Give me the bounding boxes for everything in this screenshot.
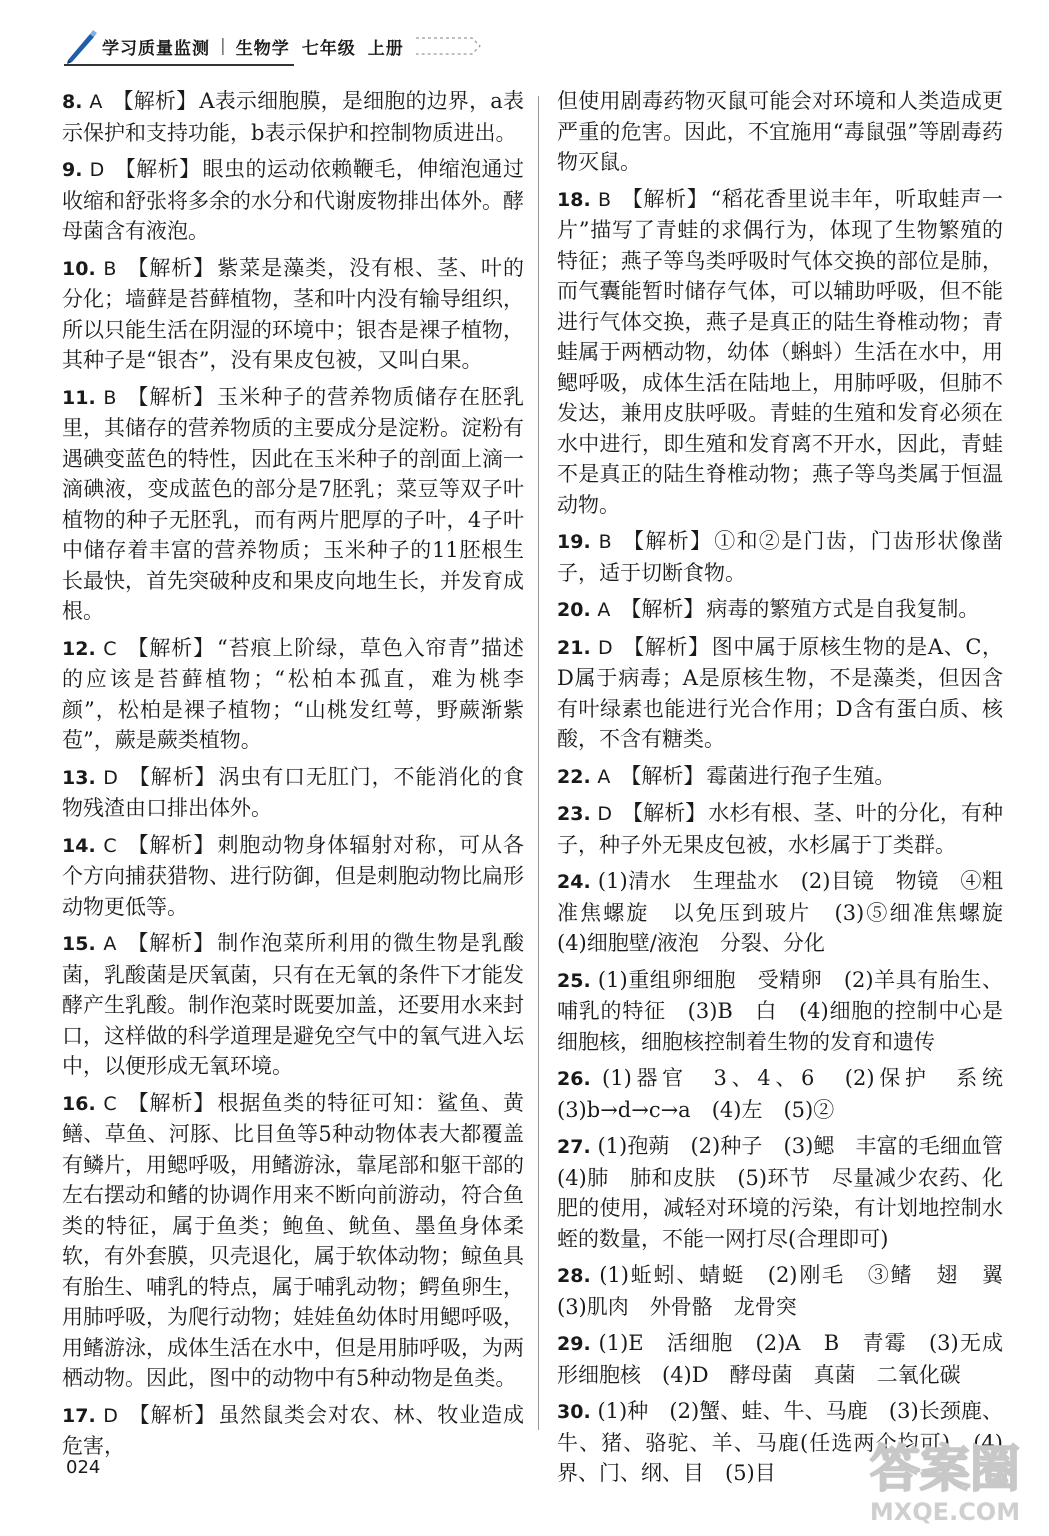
- header-rule: [64, 64, 294, 66]
- answer-text: 根据鱼类的特征可知：鲨鱼、黄鳝、草鱼、河豚、比目鱼等5种动物体表大都覆盖有鳞片，用鳃呼吸，用鳍游泳，靠尾部和躯干部的左右摆动和鳍的协调作用来不断向前游动，符合鱼类的特征，属于鱼类；鲍鱼、鱿鱼、墨鱼身体柔软，有外套膜，贝壳退化，属于软体动物；鲸鱼具有胎生、哺乳的特点，属于哺乳动物；鳄鱼卵生，用肺呼吸，为爬行动物；娃娃鱼幼体时用鳃呼吸，用鳍游泳，成体生活在水中，但是用肺呼吸，为两栖动物。因此，图中的动物中有5种动物是鱼类。: [62, 1090, 525, 1390]
- analysis-tag: 【解析】: [112, 89, 198, 113]
- answer-choice: A: [89, 91, 103, 113]
- answer-choice: A: [597, 599, 611, 621]
- answer-text: (1)蚯蚓、蜻蜓 (2)刚毛 ③鳍 翅 翼 (3)肌肉 外骨骼 龙骨突: [557, 1263, 1024, 1319]
- answer-text: (1)种 (2)蟹、蛙、牛、马鹿 (3)长颈鹿、牛、猪、骆驼、羊、马鹿(任选两个均可) (4)界、门、纲、目 (5)目: [557, 1399, 1003, 1485]
- question-number: 27.: [557, 1136, 591, 1158]
- answer-item: [62, 928, 524, 1082]
- answer-text: ①和②是门齿，门齿形状像凿子，适于切断食物。: [557, 529, 1004, 585]
- question-number: 14.: [62, 834, 96, 857]
- answer-choice: D: [597, 803, 613, 825]
- answer-text: “稻花香里说丰年，听取蛙声一片”描写了青蛙的求偶行为，体现了生物繁殖的特征；燕子等鸟类呼吸时气体交换的部位是肺，而气囊能暂时储存气体，可以辅助呼吸，但不能进行气体交换，燕子是真正的陆生脊椎动物；青蛙属于两栖动物，幼体（蝌蚪）生活在水中，用鳃呼吸，成体生活在陆地上，用肺呼吸，但肺不发达，兼用皮肤呼吸。青蛙的生殖和发育必须在水中进行，即生殖和发育离不开水，因此，青蛙不是真正的陆生脊椎动物；燕子等鸟类属于恒温动物。: [557, 186, 1003, 517]
- answer-item: [62, 1400, 524, 1462]
- answer-choice: D: [597, 636, 613, 659]
- answer-text: (1)孢蒴 (2)种子 (3)鳃 丰富的毛细血管 (4)肺 肺和皮肤 (5)环节 尽量减少农药、化肥的使用，减轻对环境的污染，有计划地控制水蛭的数量，不能一网打尽(合理即可): [557, 1134, 1024, 1251]
- analysis-tag: 【解析】: [127, 1402, 217, 1427]
- left-column: [62, 86, 524, 1468]
- answer-text: 制作泡菜所利用的微生物是乳酸菌，乳酸菌是厌氧菌，只有在无氧的条件下才能发酵产生乳酸。制作泡菜时既要加盖，还要用水来封口，这样做的科学道理是避免空气中的氧气进入坛中，以便形成无氧环境。: [62, 931, 525, 1078]
- answer-item: [557, 526, 1003, 588]
- answer-text: 紫菜是藻类，没有根、茎、叶的分化；墙藓是苔藓植物，茎和叶内没有输导组织，所以只能生活在阴湿的环境中；银杏是裸子植物，其种子是“银杏”，没有果皮包被，又叫白果。: [62, 255, 525, 372]
- answer-choice: D: [103, 1404, 118, 1427]
- analysis-tag: 【解析】: [620, 597, 705, 621]
- question-number: 8.: [62, 91, 83, 113]
- question-number: 13.: [62, 766, 96, 789]
- answer-text: 图中属于原核生物的是A、C，D属于病毒；A是原核生物，不是藻类，但因含有叶绿素也能进行光合作用；D含有蛋白质、核酸，不含有糖类。: [557, 634, 1004, 751]
- question-number: 18.: [557, 188, 591, 211]
- answer-item: [557, 1260, 1024, 1322]
- pen-icon: [64, 28, 98, 64]
- answer-item: [557, 965, 1003, 1058]
- page-number: 024: [66, 1457, 101, 1478]
- question-number: 29.: [557, 1333, 591, 1355]
- answer-item: [557, 632, 1003, 755]
- analysis-tag: 【解析】: [126, 255, 216, 280]
- answer-text: 水杉有根、茎、叶的分化，有种子，种子外无果皮包被，水杉属于丁类群。: [557, 801, 1003, 857]
- analysis-tag: 【解析】: [621, 529, 713, 553]
- answer-item: [557, 1131, 1024, 1254]
- analysis-tag: 【解析】: [127, 764, 217, 789]
- decorative-chevron-icon: [412, 35, 482, 57]
- answer-item: [62, 382, 524, 627]
- brand-title: 学习质量监测: [102, 38, 210, 59]
- answer-choice: A: [103, 933, 117, 955]
- answer-text: “苔痕上阶绿，草色入帘青”描述的应该是苔藓植物；“松柏本孤直，难为桃李颜”，松柏是裸子植物；“山桃发红萼，野蕨渐紫苞”，蕨是蕨类植物。: [62, 635, 524, 752]
- answer-item: [62, 154, 524, 247]
- answer-text: (1)器官 3、4、6 (2)保护 系统 (3)b→d→c→a (4)左 (5)②: [557, 1066, 1024, 1122]
- watermark-logo-text: 答案圈: [870, 1440, 1020, 1498]
- question-number: 11.: [62, 386, 96, 409]
- answer-text: 病毒的繁殖方式是自我复制。: [706, 597, 980, 621]
- answer-text: 虽然鼠类会对农、林、牧业造成危害，: [62, 1402, 525, 1458]
- answer-item: [62, 633, 524, 756]
- question-number: 17.: [62, 1404, 96, 1427]
- watermark-url: MXQE.COM: [869, 1498, 1021, 1526]
- answer-item: [62, 830, 524, 923]
- answer-choice: D: [89, 159, 105, 181]
- question-number: 9.: [62, 159, 83, 181]
- answer-choice: D: [103, 766, 118, 789]
- column-divider: [538, 96, 539, 1430]
- question-number: 15.: [62, 933, 96, 955]
- answer-text: A表示细胞膜，是细胞的边界，a表示保护和支持功能，b表示保护和控制物质进出。: [62, 89, 524, 145]
- answer-choice: C: [103, 834, 117, 857]
- answer-item: [62, 1088, 524, 1394]
- analysis-tag: 【解析】: [126, 635, 215, 660]
- answer-item: [557, 594, 1003, 626]
- question-number: 12.: [62, 637, 96, 660]
- answer-text: 玉米种子的营养物质储存在胚乳里，其储存的营养物质的主要成分是淀粉。淀粉有遇碘变蓝色的特性，因此在玉米种子的剖面上滴一滴碘液，变成蓝色的部分是7胚乳；菜豆等双子叶植物的种子无胚乳，而有两片肥厚的子叶，4子叶中储存着丰富的营养物质；玉米种子的11胚根生长最快，首先突破种皮和果皮向地生长，并发育成根。: [62, 384, 525, 623]
- question-number: 16.: [62, 1092, 96, 1115]
- question-number: 20.: [557, 599, 591, 621]
- answer-text: 涡虫有口无肛门，不能消化的食物残渣由口排出体外。: [62, 764, 525, 820]
- answer-choice: B: [598, 531, 612, 553]
- page-header: [64, 28, 484, 64]
- answer-choice: C: [103, 637, 117, 660]
- question-number: 25.: [557, 969, 591, 992]
- answer-item: [557, 1063, 1024, 1125]
- question-number: 26.: [557, 1068, 591, 1090]
- answer-item: [557, 798, 1003, 860]
- answer-choice: C: [103, 1092, 117, 1115]
- answer-item: [557, 1328, 1003, 1390]
- analysis-tag: 【解析】: [114, 157, 201, 181]
- analysis-tag: 【解析】: [622, 801, 707, 825]
- subject-label: 生物学: [235, 38, 290, 59]
- question-number: 19.: [557, 531, 591, 553]
- answer-item: [62, 86, 524, 148]
- answer-text: (1)E 活细胞 (2)A B 青霉 (3)无成形细胞核 (4)D 酵母菌 真菌 二氧化碳: [557, 1331, 1003, 1387]
- answer-text: (1)清水 生理盐水 (2)目镜 物镜 ④粗准焦螺旋 以免压到玻片 (3)⑤细准焦螺旋 (4)细胞壁/液泡 分裂、分化: [557, 869, 1024, 955]
- question-number: 21.: [557, 636, 591, 659]
- answer-text: (1)重组卵细胞 受精卵 (2)羊具有胎生、哺乳的特征 (3)B 白 (4)细胞的控制中心是细胞核，细胞核控制着生物的发育和遗传: [557, 967, 1003, 1054]
- right-column: [557, 86, 1024, 1495]
- grade-label: 七年级: [301, 38, 356, 59]
- volume-label: 上册: [367, 38, 404, 59]
- question-number: 23.: [557, 803, 591, 825]
- question-number: 22.: [557, 765, 591, 788]
- analysis-tag: 【解析】: [126, 384, 216, 409]
- answer-item: [557, 866, 1024, 959]
- answer-text: 霉菌进行孢子生殖。: [706, 763, 896, 788]
- answer-item: [557, 761, 1003, 793]
- continuation-body: 但使用剧毒药物灭鼠可能会对环境和人类造成更严重的危害。因此，不宜施用“毒鼠强”等剧毒药物灭鼠。: [557, 89, 1003, 174]
- question-number: 24.: [557, 871, 591, 893]
- answer-item: [62, 762, 524, 824]
- analysis-tag: 【解析】: [622, 634, 710, 659]
- answer-choice: B: [103, 257, 117, 280]
- answer-item: [62, 253, 524, 376]
- answer-choice: B: [103, 386, 117, 409]
- header-separator: |: [220, 36, 226, 56]
- watermark-logo: [850, 1428, 1040, 1528]
- answer-choice: B: [598, 188, 612, 211]
- analysis-tag: 【解析】: [620, 763, 705, 788]
- answer-item: [557, 184, 1003, 521]
- question-number: 10.: [62, 257, 96, 280]
- analysis-tag: 【解析】: [126, 832, 216, 857]
- answer-choice: A: [597, 765, 611, 788]
- answer-text: 刺胞动物身体辐射对称，可从各个方向捕获猎物、进行防御，但是刺胞动物比扁形动物更低等。: [62, 832, 525, 919]
- answer-text: 眼虫的运动依赖鞭毛，伸缩泡通过收缩和舒张将多余的水分和代谢废物排出体外。酵母菌含有液泡。: [62, 157, 524, 243]
- question-number: 28.: [557, 1265, 591, 1287]
- question-number: 30.: [557, 1401, 591, 1423]
- analysis-tag: 【解析】: [126, 931, 216, 955]
- analysis-tag: 【解析】: [126, 1090, 216, 1115]
- analysis-tag: 【解析】: [621, 186, 709, 211]
- continuation-text: [557, 86, 1003, 178]
